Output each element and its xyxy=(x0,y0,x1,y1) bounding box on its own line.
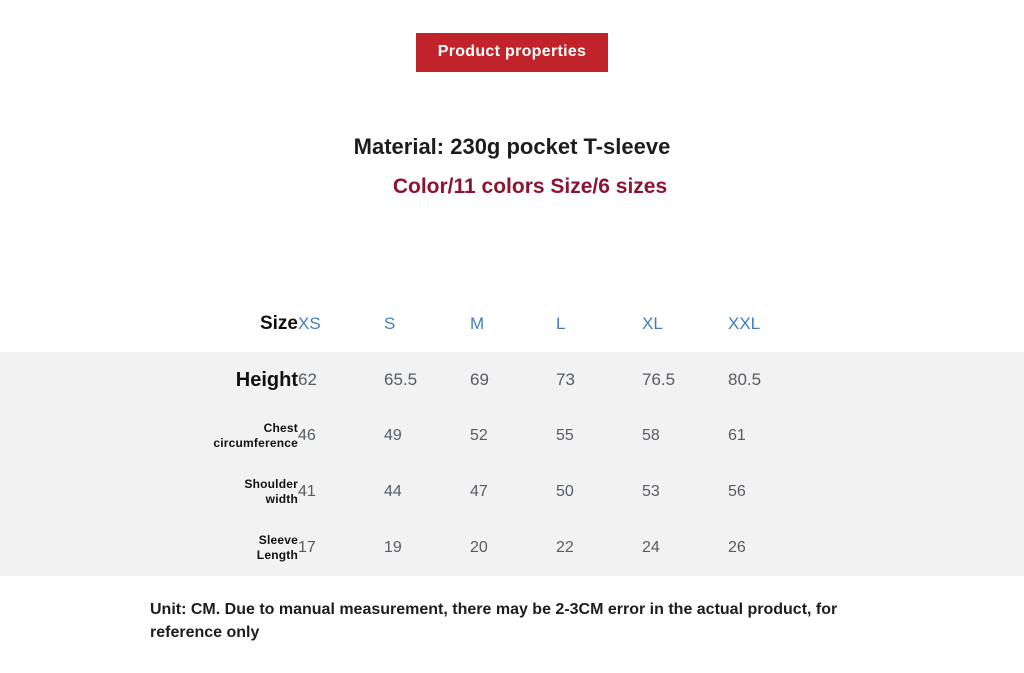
column-header-xs: XS xyxy=(298,314,321,333)
spacer-cell xyxy=(814,352,1024,408)
material-text: Material: 230g pocket T-sleeve xyxy=(353,134,671,159)
shoulder-s: 44 xyxy=(384,483,402,500)
column-header-xxl: XXL xyxy=(728,314,761,333)
sleeve-xs: 17 xyxy=(298,539,316,556)
spacer-cell xyxy=(814,296,1024,352)
product-properties-badge: Product properties xyxy=(416,33,609,72)
chest-s: 49 xyxy=(384,427,402,444)
height-s: 65.5 xyxy=(384,370,418,389)
table-header-row xyxy=(0,296,1024,352)
height-l: 73 xyxy=(556,370,575,389)
shoulder-xl: 53 xyxy=(642,483,660,500)
spacer-cell xyxy=(814,464,1024,520)
height-m: 69 xyxy=(470,370,489,389)
row-label-line2: circumference xyxy=(213,436,298,450)
sleeve-xxl: 26 xyxy=(728,539,746,556)
chest-xl: 58 xyxy=(642,427,660,444)
row-label-line1: Shoulder xyxy=(244,477,298,491)
shoulder-xs: 41 xyxy=(298,483,316,500)
height-xl: 76.5 xyxy=(642,370,676,389)
chest-xxl: 61 xyxy=(728,427,746,444)
sleeve-xl: 24 xyxy=(642,539,660,556)
table-row-chest-circumference xyxy=(0,408,1024,464)
table-row-sleeve-length xyxy=(0,520,1024,576)
row-label-sleeve-length xyxy=(0,520,298,576)
column-header-s: S xyxy=(384,314,396,333)
shoulder-xxl: 56 xyxy=(728,483,746,500)
shoulder-m: 47 xyxy=(470,483,488,500)
measurement-note: Unit: CM. Due to manual measurement, there may be 2-3CM error in the actual product, for reference only xyxy=(150,601,838,642)
size-chart-table xyxy=(0,296,1024,576)
row-label-line1: Sleeve xyxy=(258,533,298,547)
shoulder-l: 50 xyxy=(556,483,574,500)
column-header-m: M xyxy=(470,314,485,333)
sleeve-m: 20 xyxy=(470,539,488,556)
chest-m: 52 xyxy=(470,427,488,444)
row-label-chest-circumference xyxy=(0,408,298,464)
sleeve-s: 19 xyxy=(384,539,402,556)
sleeve-l: 22 xyxy=(556,539,574,556)
height-xxl: 80.5 xyxy=(728,370,762,389)
height-xs: 62 xyxy=(298,370,317,389)
row-label-line2: Length xyxy=(256,548,298,562)
row-label-shoulder-width xyxy=(0,464,298,520)
spacer-cell xyxy=(814,408,1024,464)
badge-container xyxy=(0,33,1024,72)
table-row-height xyxy=(0,352,1024,408)
chest-l: 55 xyxy=(556,427,574,444)
spacer-cell xyxy=(814,520,1024,576)
row-label-height: Height xyxy=(235,368,298,391)
chest-xs: 46 xyxy=(298,427,316,444)
table-row-shoulder-width xyxy=(0,464,1024,520)
colors-sizes-text: Color/11 colors Size/6 sizes xyxy=(392,175,668,198)
header-label-size: Size xyxy=(259,313,298,334)
column-header-l: L xyxy=(556,314,566,333)
row-label-line1: Chest xyxy=(263,421,298,435)
row-label-line2: width xyxy=(265,492,298,506)
column-header-xl: XL xyxy=(642,314,663,333)
